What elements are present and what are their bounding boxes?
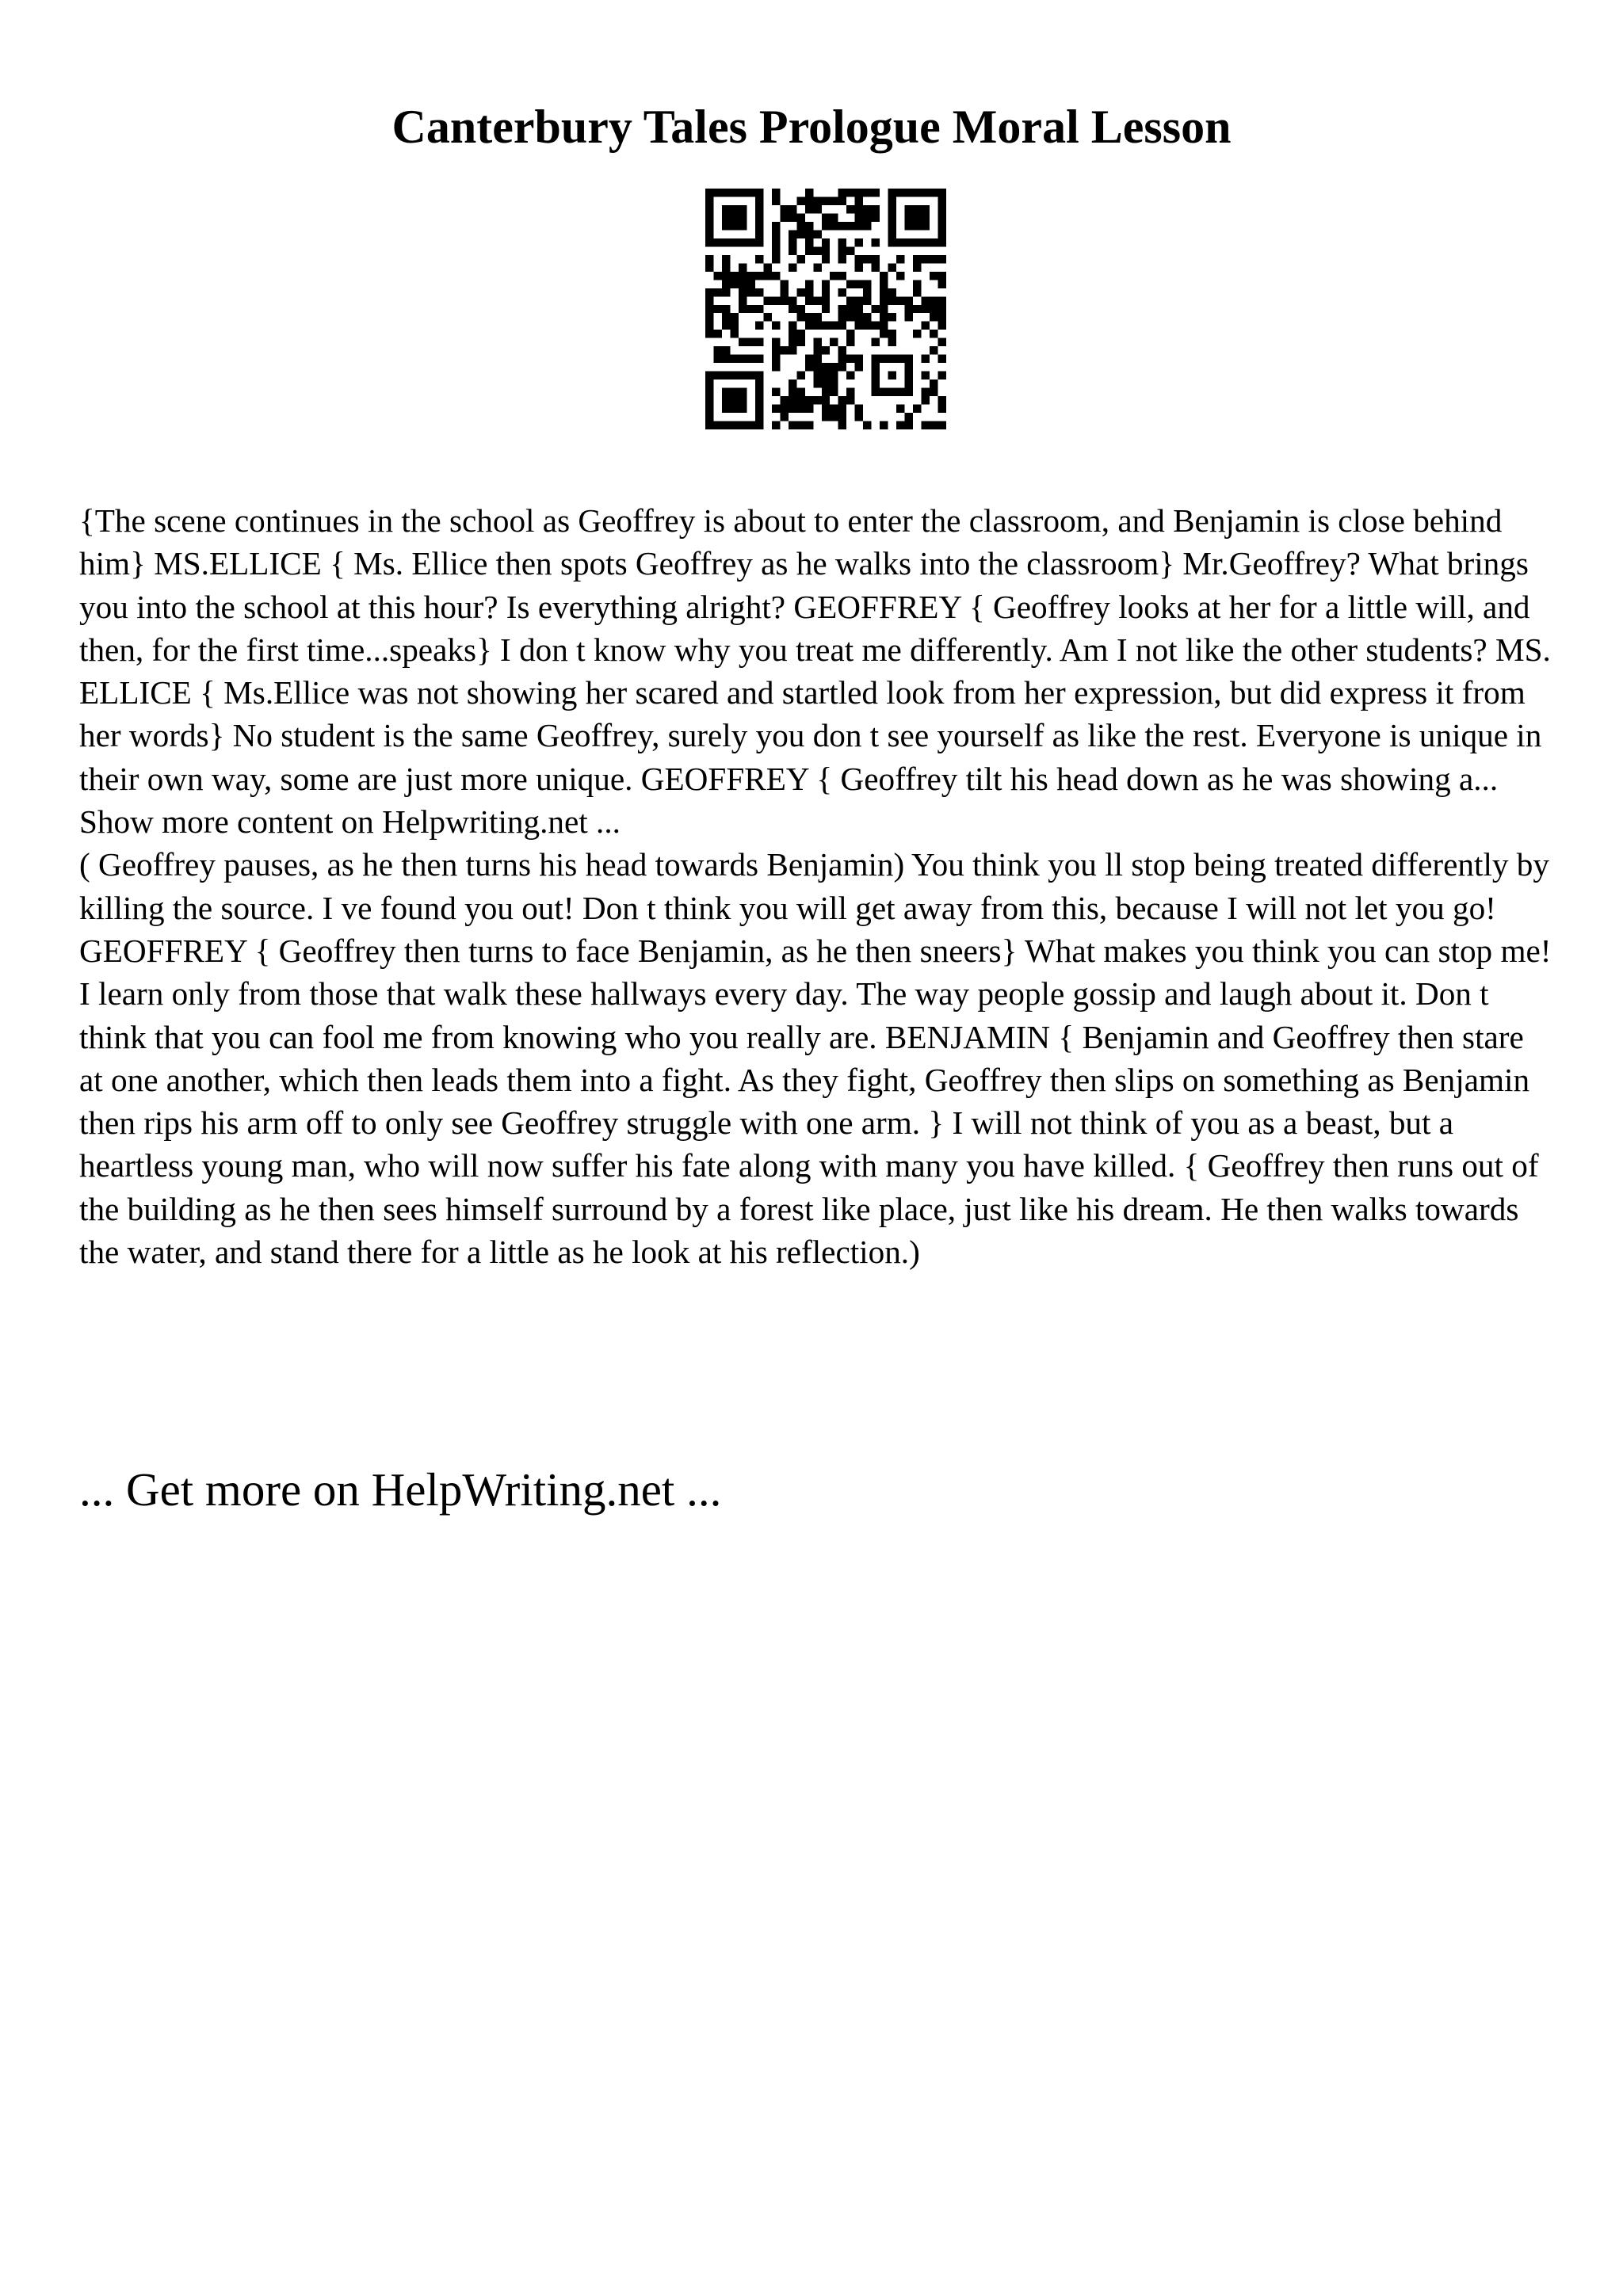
body-paragraph-2: ( Geoffrey pauses, as he then turns his head towards Benjamin) You think you ll stop being treated differently by killing the source. I ve found you out! Don t think you will get away from this, because I will not let you go! GEOFFREY { Geoffrey then turns to face Benjamin, as he then sneers} What makes you think you can stop me! I learn only from those that walk these hallways every day. The way people gossip and laugh about it. Don t think that you can fool me from knowing who you really are. BENJAMIN { Benjamin and Geoffrey then stare at one another, which then leads them into a fight. As they fight, Geoffrey then slips on something as Benjamin then rips his arm off to only see Geoffrey struggle with one arm. } I will not think of you as a beast, but a heartless young man, who will now suffer his fate along with many you have killed. { Geoffrey then runs out of the building as he then sees himself surround by a forest like place, just like his dream. He then walks towards the water, and stand there for a little as he look at his reflection.) [79, 846, 1552, 1271]
get-more-link[interactable]: ... Get more on HelpWriting.net ... [79, 1463, 722, 1516]
document-title: Canterbury Tales Prologue Moral Lesson [391, 101, 1232, 153]
body-paragraph-1: {The scene continues in the school as Geoffrey is about to enter the classroom, and Benjamin is close behind him} MS.ELLICE { Ms. Ellice then spots Geoffrey as he walks into the classroom} Mr.Geoffrey? What brings you into the school at this hour? Is everything alright? GEOFFREY { Geoffrey looks at her for a little will, and then, for the first time...speaks} I don t know why you treat me differently. Am I not like the other students? MS. ELLICE { Ms.Ellice was not showing her scared and startled look from her expression, but did express it from her words} No student is the same Geoffrey, surely you don t see yourself as like the rest. Everyone is unique in their own way, some are just more unique. GEOFFREY { Geoffrey tilt his head down as he was showing a... Show more content on Helpwriting.net ... [79, 502, 1551, 841]
document-body [79, 499, 1553, 1273]
qr-code-icon [705, 189, 946, 429]
